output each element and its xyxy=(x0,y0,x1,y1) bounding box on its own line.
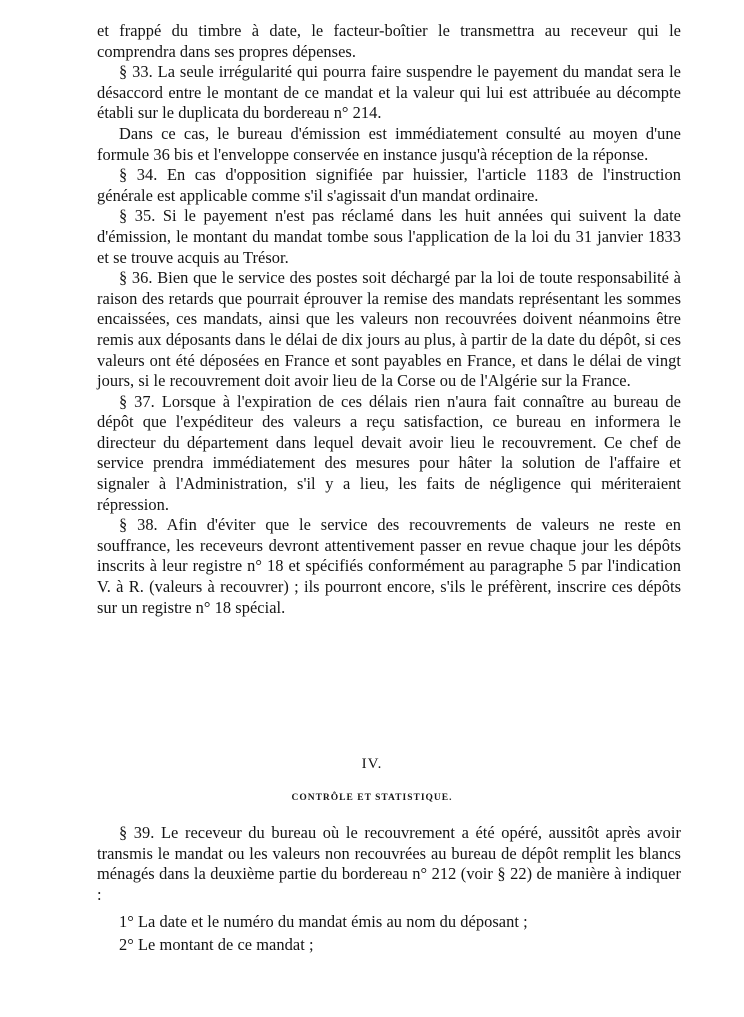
section-number: IV. xyxy=(361,756,383,772)
text-block-top xyxy=(97,21,681,618)
paragraph-section-37: § 37. Lorsque à l'expiration de ces délais rien n'aura fait connaître au bureau de dépôt que l'expéditeur des valeurs a reçu satisfaction, ce bureau en informera le directeur du département dans lequel devait avoir lieu le recouvrement. Ce chef de service prendra immédiatement des mesures pour hâter la solution de l'affaire et signaler à l'Administration, s'il y a lieu, les faits de négligence qui mériteraient répression. xyxy=(97,391,681,514)
section-title: CONTRÔLE ET STATISTIQUE. xyxy=(291,793,453,803)
paragraph-section-35: § 35. Si le payement n'est pas réclamé dans les huit années qui suivent la date d'émission, le montant du mandat tombe sous l'application de la loi du 31 janvier 1833 et se trouve acquis au Trésor. xyxy=(97,206,681,267)
text-block-bottom xyxy=(97,823,681,956)
paragraph-section-38: § 38. Afin d'éviter que le service des recouvrements de valeurs ne reste en souffrance, les receveurs devront attentivement passer en revue chaque jour les dépôts inscrits à leur registre n° 18 et spécifiés conformément au paragraphe 5 par l'indication V. à R. (valeurs à recouvrer) ; ils pourront encore, s'ils le préfèrent, inscrire ces dépôts sur un registre n° 18 spécial. xyxy=(97,515,681,617)
list-item-2: 2° Le montant de ce mandat ; xyxy=(119,934,314,954)
paragraph-section-33-continued: Dans ce cas, le bureau d'émission est immédiatement consulté au moyen d'une formule 36 bis et l'enveloppe conservée en instance jusqu'à réception de la réponse. xyxy=(97,123,681,164)
list-item-1: 1° La date et le numéro du mandat émis au nom du déposant ; xyxy=(119,912,528,932)
paragraph-section-36: § 36. Bien que le service des postes soit déchargé par la loi de toute responsabilité à raison des retards que pourrait éprouver la remise des mandats représentant les sommes encaissées, ces mandats, ainsi que les valeurs non recouvrées doivent néanmoins être remis aux déposants dans le délai de dix jours au plus, à partir de la date du dépôt, si ces valeurs ont été déposées en France et sont payables en France, et dans le délai de vingt jours, si le recouvrement doit avoir lieu de la Corse ou de l'Algérie sur la France. xyxy=(97,268,681,391)
paragraph-section-34: § 34. En cas d'opposition signifiée par huissier, l'article 1183 de l'instruction générale est applicable comme s'il s'agissait d'un mandat ordinaire. xyxy=(97,165,681,205)
paragraph-section-39: § 39. Le receveur du bureau où le recouvrement a été opéré, aussitôt après avoir transmis le mandat ou les valeurs non recouvrées au bureau de dépôt remplit les blancs ménagés dans la deuxième partie du bordereau n° 212 (voir § 22) de manière à indiquer : xyxy=(97,823,681,904)
paragraph-continuation: et frappé du timbre à date, le facteur-boîtier le transmettra au receveur qui le comprendra dans ses propres dépenses. xyxy=(97,21,681,61)
paragraph-section-33: § 33. La seule irrégularité qui pourra faire suspendre le payement du mandat sera le désaccord entre le montant de ce mandat et la valeur qui lui est attribuée au décompte établi sur le duplicata du bordereau n° 214. xyxy=(97,62,681,123)
